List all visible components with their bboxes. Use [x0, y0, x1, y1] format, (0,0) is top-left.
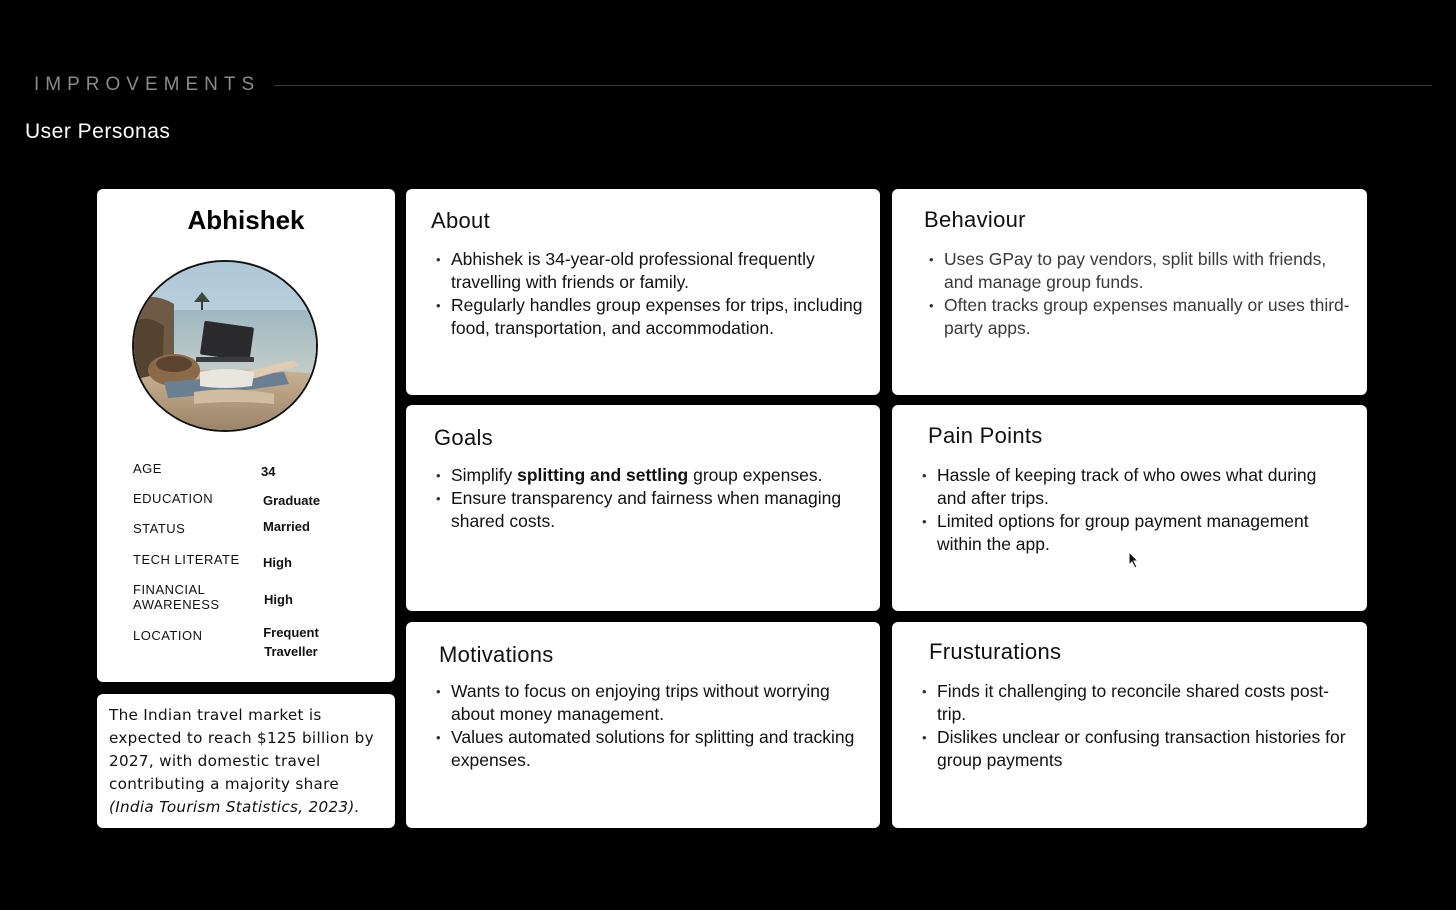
attribute-status	[133, 521, 383, 541]
market-stat-text	[109, 704, 383, 819]
bullet-icon: •	[922, 684, 927, 699]
list-item-text: Uses GPay to pay vendors, split bills with friends, and manage group funds.	[944, 249, 1327, 292]
attribute-value: Frequent Traveller	[263, 625, 319, 659]
attribute-location	[133, 625, 383, 664]
attribute-education	[133, 491, 383, 511]
attribute-key: TECH LITERATE	[133, 552, 240, 567]
bullet-icon: •	[922, 468, 927, 483]
person-with-laptop-on-beach-icon	[134, 262, 316, 430]
bullet-icon: •	[436, 298, 441, 313]
list-item-text: Hassle of keeping track of who owes what during and after trips.	[937, 465, 1317, 508]
list-item	[922, 726, 1349, 772]
list-item	[436, 487, 871, 533]
bullet-icon: •	[436, 468, 441, 483]
market-stat-body: The Indian travel market is expected to reach $125 billion by 2027, with domestic travel contributing a majority share	[109, 706, 374, 793]
attribute-key: EDUCATION	[133, 491, 214, 506]
list-item	[929, 248, 1356, 294]
bullet-icon: •	[922, 514, 927, 529]
behaviour-card	[892, 189, 1367, 395]
list-item-text: Abhishek is 34-year-old professional frequently travelling with friends or family.	[451, 249, 815, 292]
list-item-text: Values automated solutions for splitting and tracking expenses.	[451, 727, 855, 770]
pain-points-list	[922, 464, 1349, 556]
goals-card	[406, 405, 880, 611]
attribute-financial-awareness	[133, 582, 383, 614]
list-item-text: Wants to focus on enjoying trips without worrying about money management.	[451, 681, 830, 724]
market-stat-card	[97, 694, 395, 828]
frustrations-title: Frusturations	[929, 639, 1062, 664]
behaviour-title: Behaviour	[924, 207, 1026, 232]
bullet-icon: •	[436, 730, 441, 745]
pain-points-card	[892, 405, 1367, 611]
attribute-key: LOCATION	[133, 628, 203, 643]
list-item	[436, 294, 869, 340]
list-item	[436, 464, 871, 487]
attribute-tech-literate	[133, 552, 383, 572]
list-item-text: Dislikes unclear or confusing transaction histories for group payments	[937, 727, 1346, 770]
motivations-list	[436, 680, 871, 772]
list-item-text: group expenses.	[688, 465, 823, 485]
behaviour-list	[929, 248, 1356, 340]
attribute-value: 34	[261, 464, 276, 479]
bullet-icon: •	[922, 730, 927, 745]
attribute-key: FINANCIAL AWARENESS	[133, 582, 220, 612]
page-title: User Personas	[25, 120, 171, 143]
attribute-age	[133, 461, 383, 481]
bullet-icon: •	[436, 252, 441, 267]
about-card	[406, 189, 880, 395]
list-item-emphasis: splitting and settling	[517, 465, 689, 485]
motivations-title: Motivations	[439, 642, 554, 667]
bullet-icon: •	[436, 491, 441, 506]
list-item-text: Finds it challenging to reconcile shared costs post-trip.	[937, 681, 1330, 724]
about-title: About	[431, 208, 490, 233]
persona-avatar	[132, 260, 318, 432]
bullet-icon: •	[929, 252, 934, 267]
pain-points-title: Pain Points	[928, 423, 1043, 448]
list-item	[922, 680, 1349, 726]
persona-name: Abhishek	[187, 205, 305, 235]
frustrations-card	[892, 622, 1367, 828]
persona-profile-card	[97, 189, 395, 682]
list-item-text: Often tracks group expenses manually or uses third-party apps.	[944, 295, 1350, 338]
list-item-text: Regularly handles group expenses for trips, including food, transportation, and accommodation.	[451, 295, 863, 338]
mouse-cursor-icon	[1128, 551, 1140, 569]
list-item-text: Simplify	[451, 465, 518, 485]
list-item	[436, 248, 869, 294]
goals-list	[436, 464, 871, 533]
attribute-key: AGE	[133, 461, 162, 476]
list-item	[922, 510, 1349, 556]
attribute-value: Graduate	[263, 493, 321, 508]
frustrations-list	[922, 680, 1349, 772]
list-item	[436, 726, 871, 772]
about-list	[436, 248, 869, 340]
list-item	[929, 294, 1356, 340]
bullet-icon: •	[929, 298, 934, 313]
attribute-value: High	[263, 555, 292, 570]
bullet-icon: •	[436, 684, 441, 699]
list-item	[436, 680, 871, 726]
section-divider	[274, 85, 1432, 86]
list-item-text: Ensure transparency and fairness when managing shared costs.	[451, 488, 842, 531]
attribute-key: STATUS	[133, 521, 186, 536]
goals-title: Goals	[434, 425, 493, 450]
section-label: IMPROVEMENTS	[34, 74, 261, 95]
motivations-card	[406, 622, 880, 828]
list-item	[922, 464, 1349, 510]
attribute-value: Married	[263, 519, 310, 534]
list-item-text: Limited options for group payment management within the app.	[937, 511, 1309, 554]
attribute-value: High	[264, 592, 293, 607]
market-stat-citation: (India Tourism Statistics, 2023).	[109, 798, 360, 816]
